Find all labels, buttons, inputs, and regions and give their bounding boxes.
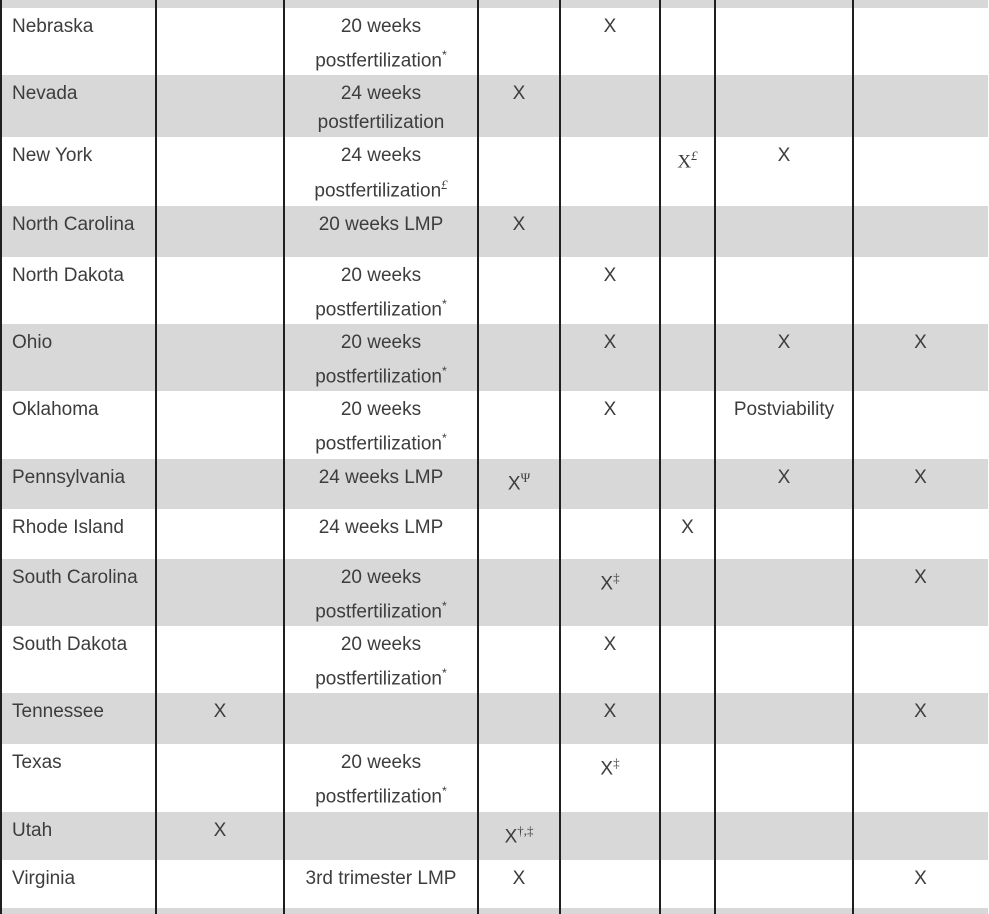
partial-row-bottom	[1, 908, 988, 914]
cell-line	[285, 357, 477, 391]
cell-line	[285, 463, 477, 492]
partial-cell	[560, 0, 660, 8]
x-mark: X	[600, 758, 614, 780]
x-mark: X	[914, 466, 927, 488]
x-mark: X	[504, 825, 518, 847]
table-row	[1, 391, 988, 458]
mark-cell	[715, 626, 853, 693]
gestational-limit-text: 20 weeks	[340, 399, 422, 421]
mark-cell	[715, 509, 853, 559]
cell-line	[561, 395, 659, 424]
cell-line	[854, 563, 987, 592]
mark-cell	[478, 812, 560, 860]
cell-line	[854, 864, 987, 893]
mark-cell	[156, 626, 284, 693]
mark-cell	[560, 459, 660, 509]
mark-cell	[156, 744, 284, 811]
state-name-cell	[1, 459, 156, 509]
mark-cell	[478, 744, 560, 811]
mark-cell	[560, 8, 660, 75]
cell-line	[285, 592, 477, 626]
gestational-limit-text: postfertilization	[315, 433, 442, 455]
gestational-limit-text: 24 weeks	[340, 145, 422, 167]
mark-cell	[156, 206, 284, 257]
mark-cell	[715, 75, 853, 137]
mark-cell	[853, 860, 988, 908]
gestational-limit-text: postfertilization	[315, 668, 442, 690]
footnote-superscript: Ψ	[520, 469, 531, 485]
cell-line	[285, 12, 477, 41]
gestational-limit-cell	[284, 137, 478, 205]
cell-line	[479, 79, 559, 108]
mark-cell	[660, 137, 715, 205]
cell-line	[661, 141, 714, 176]
table-row	[1, 137, 988, 205]
state-name: Tennessee	[12, 701, 104, 723]
mark-cell	[478, 257, 560, 324]
gestational-limit-text: postfertilization	[315, 366, 442, 388]
gestational-limit-text: 3rd trimester LMP	[305, 867, 457, 889]
mark-cell	[560, 509, 660, 559]
mark-cell	[715, 693, 853, 744]
x-mark: X	[603, 701, 617, 723]
partial-cell	[1, 0, 156, 8]
mark-cell	[478, 391, 560, 458]
cell-line	[285, 748, 477, 777]
gestational-limit-cell	[284, 860, 478, 908]
cell-line	[854, 328, 987, 357]
mark-cell	[853, 559, 988, 626]
state-name-cell	[1, 206, 156, 257]
mark-cell	[853, 206, 988, 257]
partial-cell	[478, 908, 560, 914]
footnote-superscript: ‡	[613, 755, 620, 771]
mark-cell	[853, 459, 988, 509]
cell-line	[285, 630, 477, 659]
mark-cell	[560, 206, 660, 257]
x-mark: X	[677, 151, 692, 173]
cell-line	[157, 816, 283, 845]
x-mark: X	[512, 867, 526, 889]
mark-cell	[660, 75, 715, 137]
state-name-cell	[1, 559, 156, 626]
cell-line	[561, 328, 659, 357]
mark-cell	[478, 860, 560, 908]
gestational-limit-text: 20 weeks	[340, 264, 422, 286]
partial-cell	[660, 0, 715, 8]
mark-cell	[660, 812, 715, 860]
gestational-limit-text: postfertilization	[315, 786, 442, 808]
x-mark: X	[507, 472, 521, 494]
footnote-superscript: ‡	[613, 569, 620, 585]
mark-cell	[156, 459, 284, 509]
x-mark: X	[681, 516, 694, 538]
x-mark: X	[777, 331, 791, 353]
mark-cell	[715, 459, 853, 509]
state-name: Virginia	[12, 867, 76, 889]
table-row	[1, 860, 988, 908]
mark-cell	[853, 509, 988, 559]
cell-line	[285, 864, 477, 893]
x-mark: X	[914, 701, 927, 723]
footnote-superscript: *	[441, 784, 447, 799]
mark-cell	[156, 257, 284, 324]
mark-cell	[715, 559, 853, 626]
mark-cell	[853, 744, 988, 811]
state-name: North Dakota	[12, 264, 124, 286]
cell-line	[479, 463, 559, 498]
footnote-superscript: *	[441, 48, 447, 62]
cell-line	[285, 777, 477, 811]
x-mark: X	[603, 16, 617, 37]
partial-cell	[715, 0, 853, 8]
cell-line	[716, 395, 852, 424]
table-row	[1, 812, 988, 860]
partial-cell	[478, 0, 560, 8]
gestational-limit-text: 24 weeks	[340, 83, 422, 105]
mark-cell	[560, 812, 660, 860]
cell-line	[285, 108, 477, 137]
state-name-cell	[1, 693, 156, 744]
footnote-superscript: *	[441, 598, 447, 613]
cell-line	[157, 697, 283, 726]
mark-cell	[715, 137, 853, 205]
partial-cell	[715, 908, 853, 914]
mark-cell	[560, 137, 660, 205]
mark-cell	[478, 137, 560, 205]
x-mark: X	[603, 399, 617, 421]
cell-line	[285, 659, 477, 693]
gestational-limit-text: 20 weeks LMP	[318, 213, 444, 235]
partial-cell	[853, 0, 988, 8]
mark-cell	[560, 324, 660, 391]
state-name: South Dakota	[12, 633, 128, 655]
gestational-limit-text: postfertilization	[315, 600, 442, 622]
gestational-limit-text: postfertilization	[315, 298, 442, 320]
gestational-limit-cell	[284, 509, 478, 559]
gestational-limit-text: 20 weeks	[340, 752, 422, 774]
mark-cell	[560, 744, 660, 811]
state-name-cell	[1, 860, 156, 908]
partial-cell	[284, 908, 478, 914]
state-name-cell	[1, 391, 156, 458]
mark-cell	[715, 744, 853, 811]
x-mark: X	[512, 83, 526, 105]
gestational-limit-cell	[284, 324, 478, 391]
state-name: Oklahoma	[12, 399, 99, 421]
cell-line	[854, 463, 987, 492]
cell-line	[285, 41, 477, 75]
cell-line	[285, 563, 477, 592]
state-name-cell	[1, 75, 156, 137]
mark-cell	[156, 324, 284, 391]
cell-line	[561, 261, 659, 290]
gestational-limit-text: 20 weeks	[340, 566, 422, 588]
mark-cell	[660, 693, 715, 744]
gestational-limit-cell	[284, 812, 478, 860]
footnote-superscript: †,‡	[517, 822, 534, 838]
mark-cell	[715, 206, 853, 257]
partial-row-top	[1, 0, 988, 8]
mark-cell	[660, 744, 715, 811]
cell-line	[285, 424, 477, 458]
state-name-cell	[1, 137, 156, 205]
mark-cell	[560, 75, 660, 137]
cell-line	[661, 513, 714, 542]
state-name: Ohio	[12, 331, 53, 353]
mark-cell	[478, 75, 560, 137]
gestational-limit-text: 20 weeks	[340, 331, 422, 353]
state-name: Texas	[12, 752, 62, 774]
mark-cell	[715, 391, 853, 458]
table-row	[1, 459, 988, 509]
cell-line	[479, 816, 559, 851]
mark-cell	[478, 459, 560, 509]
mark-cell	[715, 257, 853, 324]
gestational-limit-cell	[284, 206, 478, 257]
gestational-limit-text: 20 weeks	[340, 633, 422, 655]
mark-cell	[715, 8, 853, 75]
gestational-limit-cell	[284, 75, 478, 137]
mark-cell	[156, 137, 284, 205]
mark-cell	[478, 509, 560, 559]
footnote-superscript: *	[441, 363, 447, 378]
partial-cell	[1, 908, 156, 914]
gestational-limit-cell	[284, 391, 478, 458]
x-mark: X	[603, 331, 617, 353]
table-row	[1, 744, 988, 811]
mark-cell	[156, 559, 284, 626]
mark-cell	[156, 860, 284, 908]
state-name-cell	[1, 8, 156, 75]
state-name-cell	[1, 744, 156, 811]
gestational-limit-text: 20 weeks	[340, 16, 422, 37]
mark-cell	[715, 860, 853, 908]
x-mark: X	[603, 264, 617, 286]
x-mark: X	[213, 701, 227, 723]
partial-cell	[560, 908, 660, 914]
gestational-limit-cell	[284, 744, 478, 811]
table-row	[1, 509, 988, 559]
mark-cell	[660, 324, 715, 391]
state-name: Utah	[12, 819, 53, 841]
state-name: Rhode Island	[12, 516, 124, 538]
gestational-limit-cell	[284, 459, 478, 509]
table-row	[1, 8, 988, 75]
mark-cell	[156, 8, 284, 75]
state-name: South Carolina	[12, 566, 138, 588]
partial-cell	[853, 908, 988, 914]
state-name: North Carolina	[12, 213, 135, 235]
gestational-limit-text: 24 weeks LMP	[318, 466, 444, 488]
mark-cell	[853, 626, 988, 693]
x-mark: Postviability	[733, 399, 835, 421]
x-mark: X	[914, 566, 927, 588]
cell-line	[561, 563, 659, 598]
cell-line	[854, 697, 987, 726]
cell-line	[479, 210, 559, 239]
cell-line	[561, 748, 659, 783]
table-row	[1, 559, 988, 626]
mark-cell	[660, 860, 715, 908]
gestational-limit-cell	[284, 626, 478, 693]
gestational-limit-text: 24 weeks LMP	[318, 516, 444, 538]
x-mark: X	[914, 867, 927, 889]
mark-cell	[853, 812, 988, 860]
mark-cell	[478, 626, 560, 693]
footnote-superscript: £	[441, 177, 448, 193]
cell-line	[285, 261, 477, 290]
x-mark: X	[600, 572, 614, 594]
cell-line	[285, 79, 477, 108]
mark-cell	[156, 509, 284, 559]
state-name: Pennsylvania	[12, 466, 126, 488]
footnote-superscript: *	[441, 296, 447, 311]
mark-cell	[156, 75, 284, 137]
mark-cell	[660, 391, 715, 458]
footnote-superscript: *	[441, 665, 447, 680]
state-name-cell	[1, 509, 156, 559]
partial-cell	[660, 908, 715, 914]
state-name-cell	[1, 324, 156, 391]
table-row	[1, 75, 988, 137]
mark-cell	[660, 206, 715, 257]
mark-cell	[853, 75, 988, 137]
cell-line	[285, 210, 477, 239]
cell-line	[561, 697, 659, 726]
state-name-cell	[1, 257, 156, 324]
gestational-limit-cell	[284, 693, 478, 744]
cell-line	[716, 141, 852, 170]
cell-line	[285, 328, 477, 357]
cell-line	[285, 513, 477, 542]
mark-cell	[660, 459, 715, 509]
state-name: Nevada	[12, 83, 78, 105]
mark-cell	[560, 626, 660, 693]
cell-line	[561, 630, 659, 659]
mark-cell	[156, 812, 284, 860]
x-mark: X	[777, 145, 791, 167]
mark-cell	[560, 391, 660, 458]
mark-cell	[853, 257, 988, 324]
table-row	[1, 693, 988, 744]
partial-cell	[284, 0, 478, 8]
mark-cell	[156, 693, 284, 744]
footnote-superscript: *	[441, 431, 447, 446]
x-mark: X	[213, 819, 227, 841]
footnote-superscript: £	[691, 148, 698, 164]
mark-cell	[478, 559, 560, 626]
state-name: New York	[12, 145, 93, 167]
state-name-cell	[1, 812, 156, 860]
mark-cell	[560, 257, 660, 324]
partial-cell	[156, 0, 284, 8]
gestational-limit-text: postfertilization	[317, 112, 445, 134]
mark-cell	[560, 860, 660, 908]
x-mark: X	[914, 331, 927, 353]
mark-cell	[660, 626, 715, 693]
mark-cell	[715, 812, 853, 860]
mark-cell	[715, 324, 853, 391]
cell-line	[716, 463, 852, 492]
mark-cell	[853, 324, 988, 391]
x-mark: X	[603, 633, 617, 655]
gestational-limit-cell	[284, 559, 478, 626]
table-row	[1, 626, 988, 693]
table-row	[1, 206, 988, 257]
mark-cell	[560, 559, 660, 626]
mark-cell	[853, 8, 988, 75]
gestational-limit-cell	[284, 257, 478, 324]
state-name: Nebraska	[12, 16, 94, 37]
mark-cell	[478, 324, 560, 391]
mark-cell	[560, 693, 660, 744]
mark-cell	[478, 8, 560, 75]
gestational-limit-cell	[284, 8, 478, 75]
mark-cell	[478, 206, 560, 257]
mark-cell	[853, 391, 988, 458]
cell-line	[561, 12, 659, 41]
mark-cell	[660, 8, 715, 75]
state-name-cell	[1, 626, 156, 693]
mark-cell	[660, 559, 715, 626]
cell-line	[285, 395, 477, 424]
mark-cell	[660, 257, 715, 324]
x-mark: X	[512, 213, 526, 235]
mark-cell	[853, 693, 988, 744]
cell-line	[285, 290, 477, 324]
cell-line	[479, 864, 559, 893]
x-mark: X	[777, 466, 791, 488]
cell-line	[716, 328, 852, 357]
mark-cell	[853, 137, 988, 205]
gestational-limit-text: postfertilization	[314, 180, 442, 202]
table-row	[1, 324, 988, 391]
cell-line	[285, 141, 477, 170]
gestational-limit-text: postfertilization	[315, 50, 442, 72]
mark-cell	[478, 693, 560, 744]
cell-line	[285, 170, 477, 205]
mark-cell	[660, 509, 715, 559]
partial-cell	[156, 908, 284, 914]
table-row	[1, 257, 988, 324]
mark-cell	[156, 391, 284, 458]
